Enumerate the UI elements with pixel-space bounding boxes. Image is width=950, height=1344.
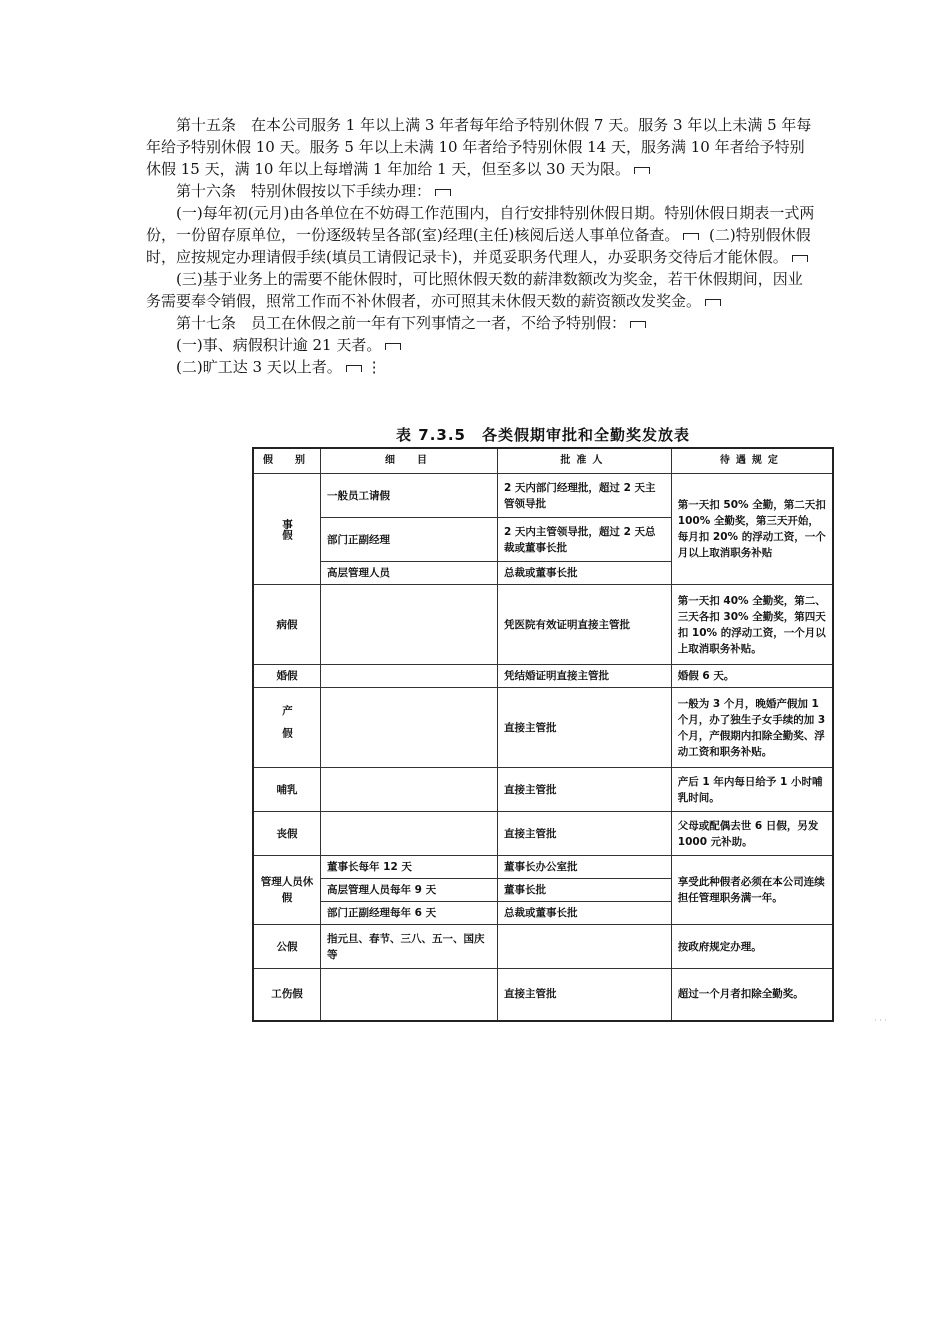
table-cell [321, 665, 498, 688]
header-leave-type: 假 别 [253, 448, 321, 474]
category-maternity-leave: 产假 [253, 688, 321, 768]
table-cell [321, 969, 498, 1021]
table-cell: 2 天内部门经理批，超过 2 天主管领导批 [497, 474, 671, 518]
clause-16-2-text: (二)特别假休假时，应按规定办理请假手续(填员工请假记录卡)，并觅妥职务代理人，办妥职务交待后才能休假。 [146, 226, 811, 266]
article-15-text: 第十五条 在本公司服务 1 年以上满 3 年者每年给予特别休假 7 天。服务 3 年以上未满 5 年每年给予特别休假 10 天。服务 5 年以上未满 10 年者给予特别休假 14 天，服务满 10 年者给予特别休假 15 天，满 10 年以上每增满 1 年加给 1 天，但至多以 30 天为限。 [146, 116, 812, 178]
paragraph-mark-icon [346, 365, 362, 372]
table-cell: 总裁或董事长批 [497, 562, 671, 585]
table-cell: 父母或配偶去世 6 日假，另发 1000 元补助。 [671, 812, 833, 856]
paragraph-mark-icon [630, 321, 646, 328]
table-title: 表 7.3.5 各类假期审批和全勤奖发放表 [396, 426, 690, 444]
table-cell: 凭医院有效证明直接主管批 [497, 585, 671, 665]
category-nursing-leave: 哺乳 [253, 768, 321, 812]
table-row [253, 768, 833, 812]
category-funeral-leave: 丧假 [253, 812, 321, 856]
category-personal-leave: 事假 [253, 474, 321, 585]
table-cell: 直接主管批 [497, 969, 671, 1021]
clause-17-2 [146, 356, 816, 378]
clause-16-1 [146, 202, 816, 268]
article-16-text: 第十六条 特别休假按以下手续办理： [176, 182, 432, 200]
paragraph-mark-icon [634, 167, 650, 174]
scan-artifact: · · · [874, 1016, 887, 1025]
category-marriage-leave: 婚假 [253, 665, 321, 688]
table-cell: 总裁或董事长批 [497, 902, 671, 925]
article-16 [146, 180, 816, 202]
table-cell: 第一天扣 50% 全勤，第二天扣 100% 全勤奖，第三天开始，每月扣 20% 的浮动工资，一个月以上取消职务补贴 [671, 474, 833, 585]
table-cell: 产后 1 年内每日给予 1 小时哺乳时间。 [671, 768, 833, 812]
clause-17-2-text: (二)旷工达 3 天以上者。 [176, 358, 342, 376]
category-injury-leave: 工伤假 [253, 969, 321, 1021]
table-cell: 指元旦、春节、三八、五一、国庆等 [321, 925, 498, 969]
table-cell: 婚假 6 天。 [671, 665, 833, 688]
paragraph-mark-icon [385, 343, 401, 350]
paragraph-mark-icon [435, 189, 451, 196]
table-cell: 高层管理人员每年 9 天 [321, 879, 498, 902]
table-cell: 超过一个月者扣除全勤奖。 [671, 969, 833, 1021]
leave-approval-table [252, 447, 834, 1022]
table-cell: 董事长批 [497, 879, 671, 902]
paragraph-mark-icon [792, 255, 808, 262]
clause-16-1-text: (一)每年初(元月)由各单位在不妨碍工作范围内，自行安排特别休假日期。特别休假日期表一式两份，一份留存原单位，一份逐级转呈各部(室)经理(主任)核阅后送人事单位备查。 [146, 204, 815, 244]
table-cell [321, 585, 498, 665]
table-cell [321, 812, 498, 856]
article-17 [146, 312, 816, 334]
table-header-row [253, 448, 833, 474]
table-cell: 第一天扣 40% 全勤奖，第二、三天各扣 30% 全勤奖，第四天扣 10% 的浮动工资，一个月以上取消职务补贴。 [671, 585, 833, 665]
header-approver: 批准人 [497, 448, 671, 474]
table-row [253, 925, 833, 969]
table-cell: 凭结婚证明直接主管批 [497, 665, 671, 688]
ellipsis-mark: ⋮ [366, 358, 382, 376]
table-cell: 董事长办公室批 [497, 856, 671, 879]
table-row [253, 969, 833, 1021]
table-cell [321, 688, 498, 768]
table-cell: 直接主管批 [497, 768, 671, 812]
table-cell [321, 768, 498, 812]
table-row [253, 585, 833, 665]
table-cell: 直接主管批 [497, 812, 671, 856]
article-15 [146, 114, 816, 180]
table-cell [497, 925, 671, 969]
table-cell: 直接主管批 [497, 688, 671, 768]
table-cell: 一般员工请假 [321, 474, 498, 518]
table-row [253, 812, 833, 856]
header-benefit: 待遇规定 [671, 448, 833, 474]
paragraph-mark-icon [705, 299, 721, 306]
table-cell: 董事长每年 12 天 [321, 856, 498, 879]
table-cell: 按政府规定办理。 [671, 925, 833, 969]
category-public-holiday: 公假 [253, 925, 321, 969]
table-cell: 部门正副经理每年 6 天 [321, 902, 498, 925]
table-cell: 部门正副经理 [321, 518, 498, 562]
header-detail: 细 目 [321, 448, 498, 474]
table-cell: 一般为 3 个月，晚婚产假加 1 个月，办了独生子女手续的加 3 个月，产假期内扣除全勤奖、浮动工资和职务补贴。 [671, 688, 833, 768]
paragraph-mark-icon [683, 233, 699, 240]
clause-17-1-text: (一)事、病假积计逾 21 天者。 [176, 336, 382, 354]
category-management-leave: 管理人员休假 [253, 856, 321, 925]
table-row [253, 856, 833, 879]
category-sick-leave: 病假 [253, 585, 321, 665]
regulation-text [146, 114, 816, 378]
table-cell: 2 天内主管领导批，超过 2 天总裁或董事长批 [497, 518, 671, 562]
clause-16-3-text: (三)基于业务上的需要不能休假时，可比照休假天数的薪津数额改为奖金，若干休假期间，因业务需要奉令销假，照常工作而不补休假者，亦可照其未休假天数的薪资额改发奖金。 [146, 270, 803, 310]
table-row [253, 665, 833, 688]
table-cell: 高层管理人员 [321, 562, 498, 585]
table-row [253, 688, 833, 768]
clause-17-1 [146, 334, 816, 356]
article-17-text: 第十七条 员工在休假之前一年有下列事情之一者，不给予特别假： [176, 314, 627, 332]
table-cell: 享受此种假者必须在本公司连续担任管理职务满一年。 [671, 856, 833, 925]
clause-16-3 [146, 268, 816, 312]
table-row [253, 474, 833, 518]
